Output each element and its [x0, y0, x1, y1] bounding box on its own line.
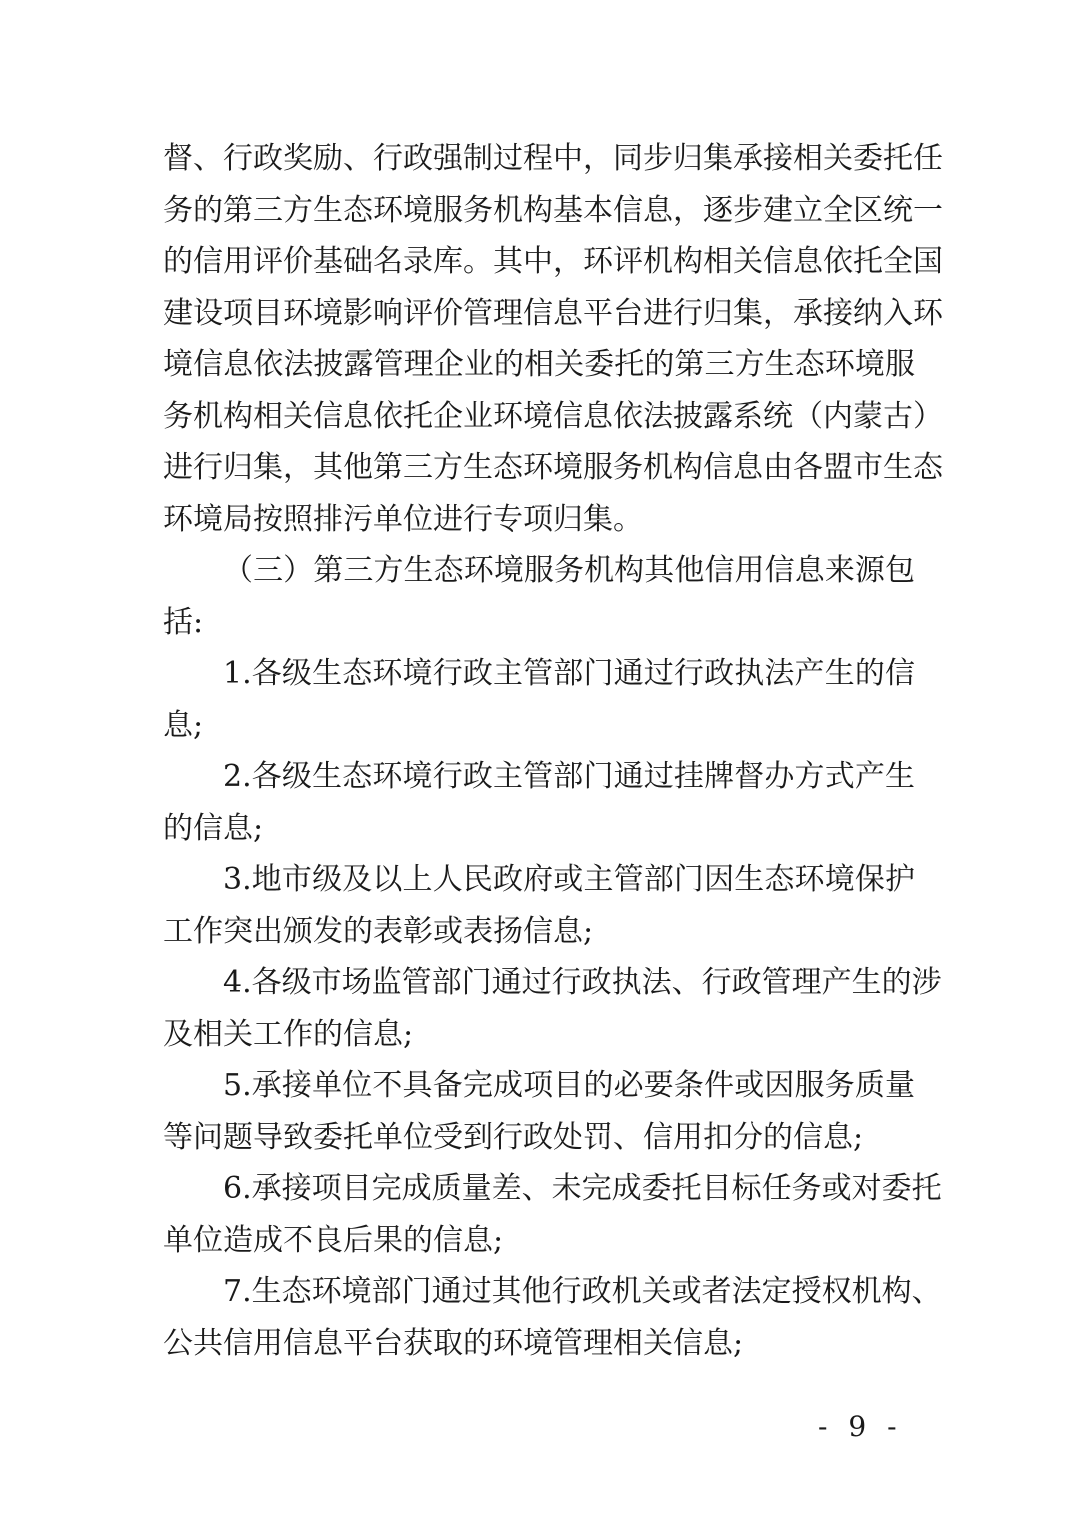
section-heading-line: 括: — [163, 604, 204, 640]
section-heading-line: （三）第三方生态环境服务机构其他信用信息来源包 — [223, 553, 915, 588]
list-item-line: 等问题导致委托单位受到行政处罚、信用扣分的信息; — [163, 1119, 864, 1155]
list-item-line: 7.生态环境部门通过其他行政机关或者法定授权机构、 — [223, 1274, 942, 1309]
list-item-line: 5.承接单位不具备完成项目的必要条件或因服务质量 — [223, 1068, 915, 1103]
list-item-line: 单位造成不良后果的信息; — [163, 1222, 504, 1258]
paragraph-line: 进行归集，其他第三方生态环境服务机构信息由各盟市生态 — [163, 450, 943, 485]
list-item-line: 6.承接项目完成质量差、未完成委托目标任务或对委托 — [223, 1171, 942, 1206]
list-item-line: 息; — [163, 707, 204, 743]
list-item-line: 3.地市级及以上人民政府或主管部门因生态环境保护 — [223, 862, 915, 897]
paragraph-line: 督、行政奖励、行政强制过程中，同步归集承接相关委托任 — [163, 141, 943, 176]
body-text — [163, 133, 943, 1369]
paragraph-line: 务的第三方生态环境服务机构基本信息，逐步建立全区统一 — [163, 192, 943, 228]
paragraph-line: 务机构相关信息依托企业环境信息依法披露系统（内蒙古） — [163, 398, 943, 434]
list-item-line: 2.各级生态环境行政主管部门通过挂牌督办方式产生 — [223, 759, 915, 794]
list-item-line: 工作突出颁发的表彰或表扬信息; — [163, 913, 594, 949]
list-item-line: 公共信用信息平台获取的环境管理相关信息; — [163, 1325, 744, 1361]
page-number: - 9 - — [818, 1410, 903, 1443]
paragraph-line: 环境局按照排污单位进行专项归集。 — [163, 501, 643, 537]
list-item-line: 的信息; — [163, 810, 264, 846]
list-item-line: 1.各级生态环境行政主管部门通过行政执法产生的信 — [223, 656, 915, 691]
paragraph-line: 境信息依法披露管理企业的相关委托的第三方生态环境服 — [163, 347, 915, 382]
paragraph-line: 建设项目环境影响评价管理信息平台进行归集，承接纳入环 — [163, 295, 943, 331]
list-item-line: 4.各级市场监管部门通过行政执法、行政管理产生的涉 — [223, 965, 942, 1000]
paragraph-line: 的信用评价基础名录库。其中，环评机构相关信息依托全国 — [163, 244, 943, 279]
list-item-line: 及相关工作的信息; — [163, 1016, 414, 1052]
